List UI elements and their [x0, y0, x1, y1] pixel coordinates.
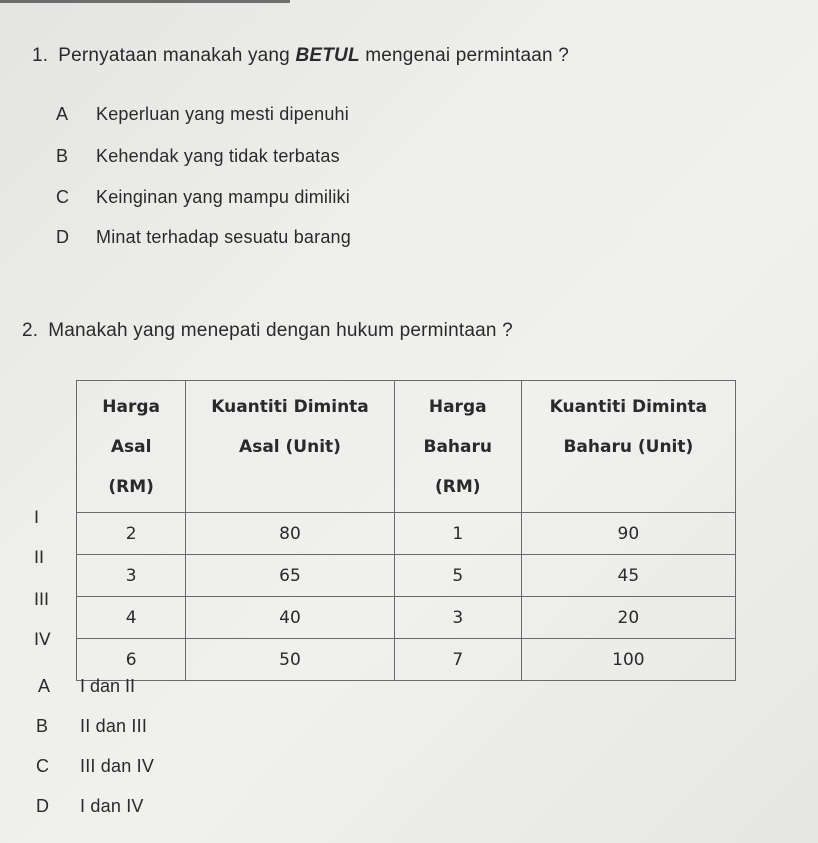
question-1-option-d[interactable]	[56, 227, 351, 248]
option-text: III dan IV	[80, 756, 155, 776]
table-row	[77, 555, 736, 597]
question-1-option-b[interactable]	[56, 146, 340, 167]
option-letter: C	[36, 756, 50, 776]
table-cell: 5	[394, 555, 521, 597]
question-1-text	[58, 45, 569, 66]
table-row	[77, 639, 736, 681]
question-2-option-d[interactable]	[36, 796, 144, 817]
table-cell: 7	[394, 639, 521, 681]
row-label-i: I	[34, 508, 40, 528]
table-cell: 2	[77, 513, 186, 555]
option-text: Kehendak yang tidak terbatas	[96, 146, 340, 166]
option-text: I dan IV	[80, 796, 144, 816]
table-cell: 40	[186, 597, 394, 639]
table-cell: 65	[186, 555, 394, 597]
header-original-price	[77, 381, 186, 513]
header-line: (RM)	[434, 477, 481, 497]
question-1	[32, 45, 569, 67]
table-cell: 3	[394, 597, 521, 639]
header-original-quantity	[186, 381, 394, 513]
option-text: Keinginan yang mampu dimiliki	[96, 187, 350, 207]
header-line: Baharu	[423, 437, 492, 457]
header-line: Harga	[102, 397, 160, 417]
table-cell: 45	[521, 555, 735, 597]
table-cell: 100	[521, 639, 735, 681]
option-letter: C	[56, 187, 70, 207]
question-2-option-a[interactable]	[38, 676, 135, 697]
table-header-row	[77, 381, 736, 513]
option-text: Minat terhadap sesuatu barang	[96, 227, 351, 247]
option-text: II dan III	[80, 716, 148, 736]
table-cell: 3	[77, 555, 186, 597]
row-label-iv: IV	[34, 630, 51, 650]
table-cell: 50	[186, 639, 394, 681]
table-cell: 20	[521, 597, 735, 639]
header-new-quantity	[521, 381, 735, 513]
table-row	[77, 597, 736, 639]
header-new-price	[394, 381, 521, 513]
table-cell: 1	[394, 513, 521, 555]
row-label-iii: III	[34, 590, 50, 610]
option-text: I dan II	[80, 676, 136, 696]
option-letter: B	[36, 716, 49, 736]
demand-table	[76, 380, 736, 681]
top-rule-line	[0, 0, 290, 3]
question-2	[22, 320, 513, 342]
table-cell: 6	[77, 639, 186, 681]
option-letter: D	[56, 227, 70, 247]
question-1-text-end: mengenai permintaan ?	[359, 45, 570, 66]
question-2-text: Manakah yang menepati dengan hukum permintaan ?	[48, 320, 513, 341]
question-2-number: 2.	[22, 320, 39, 341]
header-line: Harga	[428, 397, 487, 417]
question-1-emphasis: BETUL	[295, 45, 360, 66]
option-letter: D	[36, 796, 50, 816]
header-line: Asal (Unit)	[239, 437, 341, 457]
row-label-ii: II	[34, 548, 45, 568]
question-2-option-c[interactable]	[36, 756, 154, 777]
option-letter: A	[38, 676, 51, 696]
header-line: Baharu (Unit)	[563, 437, 694, 457]
option-letter: A	[56, 104, 69, 124]
header-line: Kuantiti Diminta	[549, 397, 708, 417]
option-text: Keperluan yang mesti dipenuhi	[96, 104, 349, 124]
option-letter: B	[56, 146, 69, 166]
header-line: (RM)	[108, 477, 154, 497]
question-2-option-b[interactable]	[36, 716, 147, 737]
table-cell: 4	[77, 597, 186, 639]
question-1-option-c[interactable]	[56, 187, 350, 208]
header-line: Kuantiti Diminta	[211, 397, 369, 417]
header-line: Asal	[110, 437, 152, 457]
question-1-number: 1.	[32, 45, 49, 66]
table-cell: 90	[521, 513, 735, 555]
question-1-text-start: Pernyataan manakah yang	[58, 45, 296, 66]
table-cell: 80	[186, 513, 394, 555]
question-1-option-a[interactable]	[56, 104, 349, 125]
table-row	[77, 513, 736, 555]
